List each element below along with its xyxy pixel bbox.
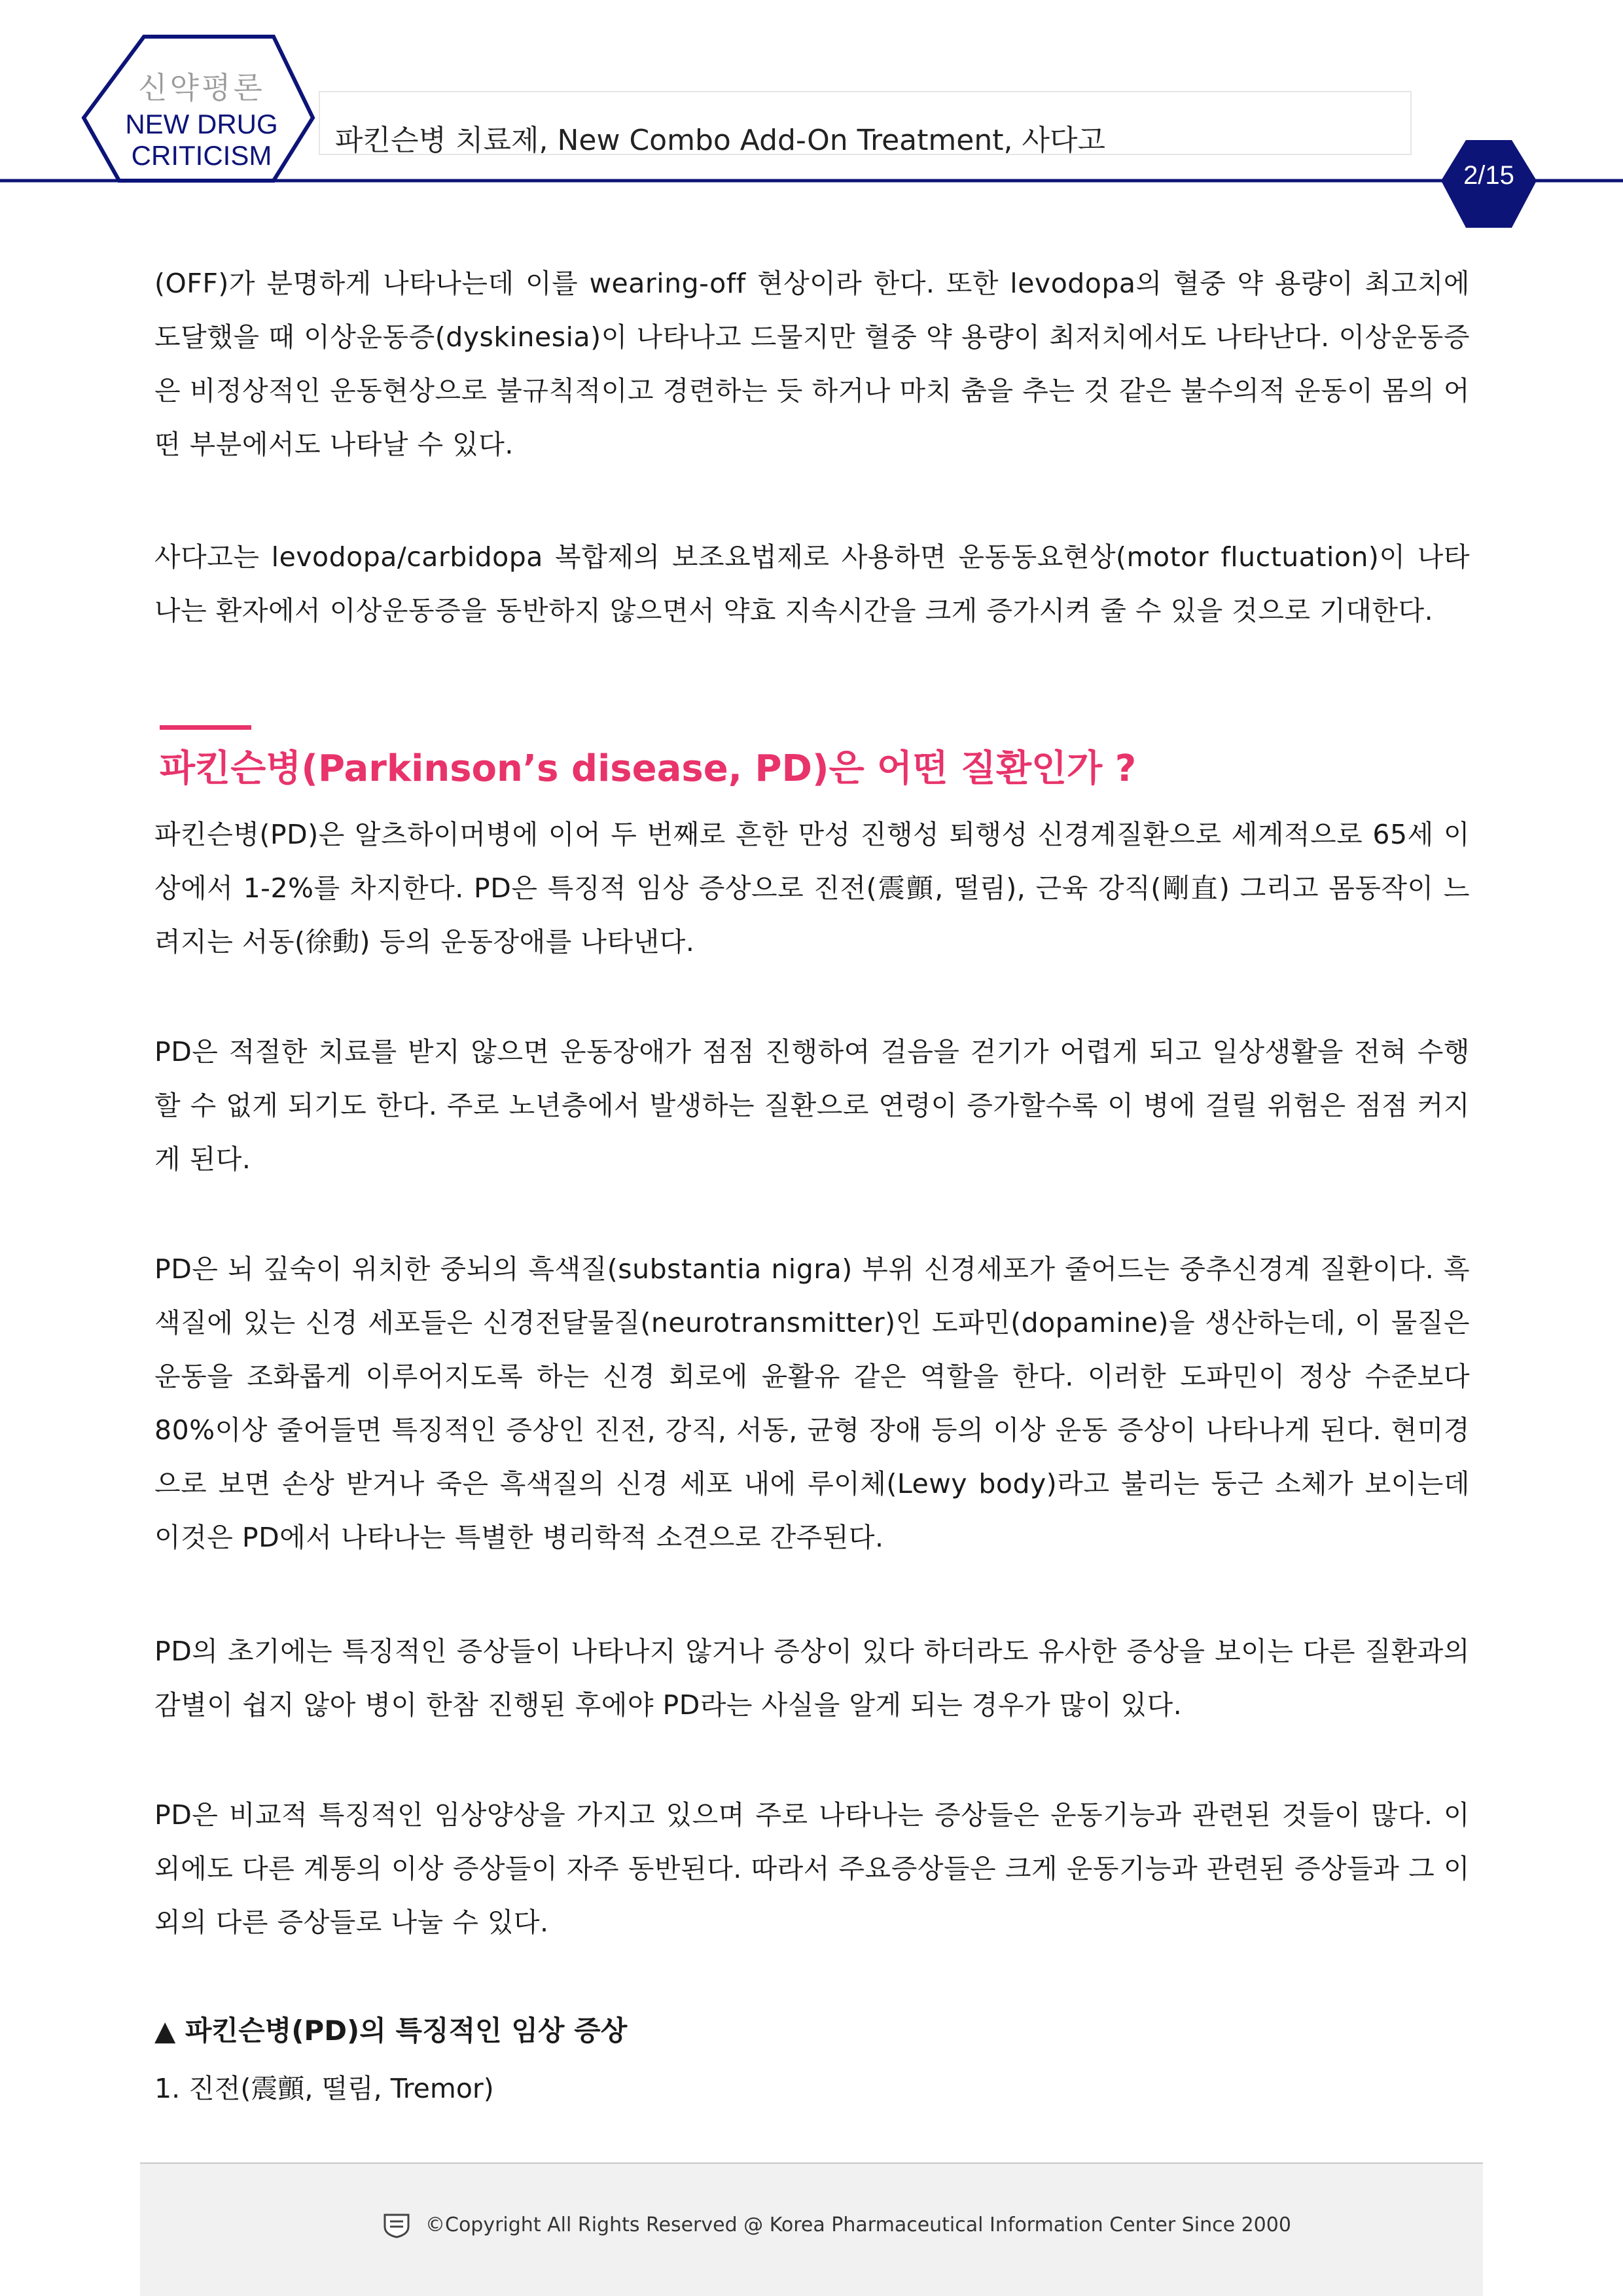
running-title: 파킨슨병 치료제, New Combo Add-On Treatment, 사다고 xyxy=(335,124,1105,157)
paragraph-7: PD은 비교적 특징적인 임상양상을 가지고 있으며 주로 나타나는 증상들은 운동기능과 관련된 것들이 많다. 이외에도 다른 계통의 이상 증상들이 자주 동반된다. 따라서 주요증상들은 크게 운동기능과 관련된 증상들과 그 이외의 다른 증상들로 나눌 수 있다. xyxy=(154,1799,1470,1938)
copyright-text: ©Copyright All Rights Reserved @ Korea Pharmaceutical Information Center Since 2000 xyxy=(425,2214,1291,2236)
logo-english-line-2: CRITICISM xyxy=(131,140,272,171)
shield-icon xyxy=(382,2212,411,2238)
section-heading: 파킨슨병(Parkinson’s disease, PD)은 어떤 질환인가 ? xyxy=(160,747,1137,790)
logo-korean: 신약평론 xyxy=(138,70,265,105)
page-number: 2/15 xyxy=(1463,161,1514,190)
paragraph-2: 사다고는 levodopa/carbidopa 복합제의 보조요법제로 사용하면 운동동요현상(motor fluctuation)이 나타나는 환자에서 이상운동증을 동반하지 않으면서 약효 지속시간을 크게 증가시켜 줄 수 있을 것으로 기대한다. xyxy=(154,541,1470,626)
heading-accent-bar xyxy=(160,725,251,730)
paragraph-1: (OFF)가 분명하게 나타나는데 이를 wearing-off 현상이라 한다. 또한 levodopa의 혈중 약 용량이 최고치에 도달했을 때 이상운동증(dyskinesia)이 나타나고 드물지만 혈중 약 용량이 최저치에서도 나타난다. 이상운동증은 비정상적인 운동현상으로 불규칙적이고 경련하는 듯 하거나 마치 춤을 추는 것 같은 불수의적 운동이 몸의 어떤 부분에서도 나타날 수 있다. xyxy=(154,268,1470,460)
paragraph-3: 파킨슨병(PD)은 알츠하이머병에 이어 두 번째로 흔한 만성 진행성 퇴행성 신경계질환으로 세계적으로 65세 이상에서 1-2%를 차지한다. PD은 특징적 임상 증상으로 진전(震顫, 떨림), 근육 강직(剛直) 그리고 몸동작이 느려지는 서동(徐動) 등의 운동장애를 나타낸다. xyxy=(154,819,1470,958)
list-item: 1. 진전(震顫, 떨림, Tremor) xyxy=(154,2073,494,2104)
paragraph-5: PD은 뇌 깊숙이 위치한 중뇌의 흑색질(substantia nigra) 부위 신경세포가 줄어드는 중추신경계 질환이다. 흑색질에 있는 신경 세포들은 신경전달물질(neurotransmitter)인 도파민(dopamine)을 생산하는데, 이 물질은 운동을 조화롭게 이루어지도록 하는 신경 회로에 윤활유 같은 역할을 한다. 이러한 도파민이 정상 수준보다 80%이상 줄어들면 특징적인 증상인 진전, 강직, 서동, 균형 장애 등의 이상 운동 증상이 나타나게 된다. 현미경으로 보면 손상 받거나 죽은 흑색질의 신경 세포 내에 루이체(Lewy body)라고 불리는 둥근 소체가 보이는데 이것은 PD에서 나타나는 특별한 병리학적 소견으로 간주된다. xyxy=(154,1253,1470,1553)
paragraph-6: PD의 초기에는 특징적인 증상들이 나타나지 않거나 증상이 있다 하더라도 유사한 증상을 보이는 다른 질환과의 감별이 쉽지 않아 병이 한참 진행된 후에야 PD라는 사실을 알게 되는 경우가 많이 있다. xyxy=(154,1636,1470,1721)
paragraph-4: PD은 적절한 치료를 받지 않으면 운동장애가 점점 진행하여 걸음을 걷기가 어렵게 되고 일상생활을 전혀 수행할 수 없게 되기도 한다. 주로 노년층에서 발생하는 질환으로 연령이 증가할수록 이 병에 걸릴 위험은 점점 커지게 된다. xyxy=(154,1036,1470,1175)
subsection-heading: ▲ 파킨슨병(PD)의 특징적인 임상 증상 xyxy=(154,2015,628,2047)
logo-english xyxy=(97,109,306,171)
logo-english-line-1: NEW DRUG xyxy=(125,109,278,139)
